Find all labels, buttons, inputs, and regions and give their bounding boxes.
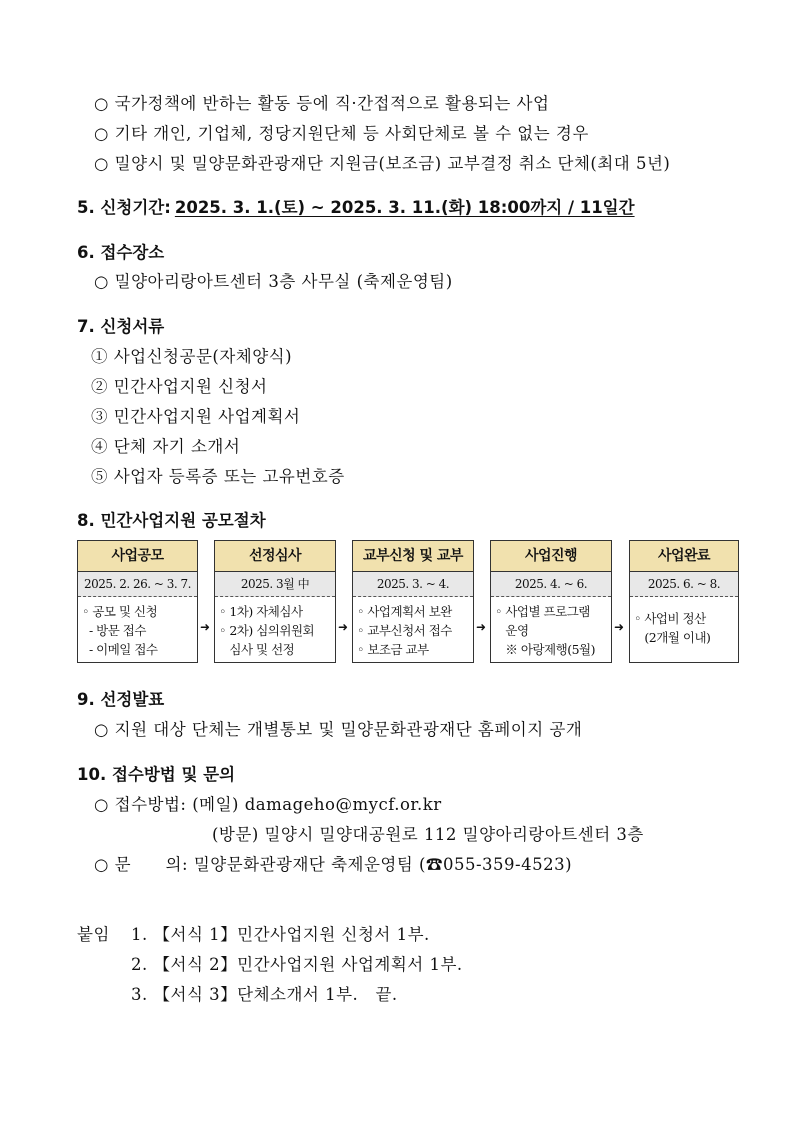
section-9-heading: 9. 선정발표 xyxy=(77,690,165,709)
step-details xyxy=(78,597,197,659)
submission-method xyxy=(94,795,442,815)
inquiry-contact: 밀양문화관광재단 축제운영팀 (☎055-359-4523) xyxy=(193,855,573,874)
step-title: 사업공모 xyxy=(78,541,197,572)
arrow-right-icon: ➜ xyxy=(338,620,349,634)
step-completion xyxy=(629,540,739,663)
announcement-info: ○ 지원 대상 단체는 개별통보 및 밀양문화관광재단 홈페이지 공개 xyxy=(94,720,583,739)
step-detail-line: 운영 xyxy=(495,623,529,638)
step-progress xyxy=(490,540,612,663)
step-detail-line: ◦ 교부신청서 접수 xyxy=(357,623,452,638)
step-title: 사업진행 xyxy=(491,541,611,572)
method-label: ○ 접수방법: xyxy=(94,795,187,814)
step-detail-line: ※ 아랑제행(5월) xyxy=(495,642,595,657)
bullet-cancelled-groups: ○ 밀양시 및 밀양문화관광재단 지원금(보조금) 교부결정 취소 단체(최대 5년) xyxy=(94,154,671,173)
step-detail-line: ◦ 사업계획서 보완 xyxy=(357,604,452,619)
step-details xyxy=(215,597,335,659)
step-detail-line: ◦ 보조금 교부 xyxy=(357,642,429,657)
section-7-heading: 7. 신청서류 xyxy=(77,317,165,336)
step-title: 교부신청 및 교부 xyxy=(353,541,473,572)
document-item: ⑤ 사업자 등록증 또는 고유번호증 xyxy=(91,467,345,486)
document-item: ② 민간사업지원 신청서 xyxy=(91,377,268,396)
step-details xyxy=(353,597,473,659)
method-email: (메일) damageho@mycf.or.kr xyxy=(192,795,442,814)
bullet-national-policy: ○ 국가정책에 반하는 활동 등에 직·간접적으로 활용되는 사업 xyxy=(94,94,550,113)
step-detail-line: (2개월 이내) xyxy=(634,630,711,645)
step-grant-application xyxy=(352,540,474,663)
step-detail-line: ◦ 2차) 심의위원회 xyxy=(219,623,315,638)
attachment-form: 【서식 1】 xyxy=(153,925,238,944)
attachment-item xyxy=(131,985,398,1005)
step-screening xyxy=(214,540,336,663)
inquiry xyxy=(94,855,572,875)
attachments-label: 붙임 xyxy=(77,925,110,944)
step-title: 선정심사 xyxy=(215,541,335,572)
method-visit: (방문) 밀양시 밀양대공원로 112 밀양아리랑아트센터 3층 xyxy=(212,825,644,844)
attachment-number: 1. xyxy=(131,925,148,944)
attachment-number: 2. xyxy=(131,955,148,974)
inquiry-label: ○ 문 의: xyxy=(94,855,189,874)
section-5-label: 5. 신청기간: xyxy=(77,198,171,217)
step-detail-line: - 이메일 접수 xyxy=(82,642,158,657)
section-5-heading xyxy=(77,198,635,218)
attachment-item xyxy=(131,925,430,945)
step-detail-line: ◦ 사업별 프로그램 xyxy=(495,604,590,619)
step-date: 2025. 4. ~ 6. xyxy=(491,572,611,597)
attachment-item xyxy=(131,955,463,975)
bullet-private-entities: ○ 기타 개인, 기업체, 정당지원단체 등 사회단체로 볼 수 없는 경우 xyxy=(94,124,589,143)
arrow-right-icon: ➜ xyxy=(200,620,211,634)
step-details xyxy=(491,597,611,659)
attachment-text: 단체소개서 1부. 끝. xyxy=(237,985,398,1004)
step-date: 2025. 6. ~ 8. xyxy=(630,572,738,597)
step-announcement xyxy=(77,540,198,663)
arrow-right-icon: ➜ xyxy=(614,620,625,634)
section-8-heading: 8. 민간사업지원 공모절차 xyxy=(77,511,266,530)
arrow-right-icon: ➜ xyxy=(476,620,487,634)
step-detail-line: 심사 및 선정 xyxy=(219,642,295,657)
attachment-text: 민간사업지원 사업계획서 1부. xyxy=(237,955,463,974)
attachment-number: 3. xyxy=(131,985,148,1004)
attachment-form: 【서식 3】 xyxy=(153,985,238,1004)
application-period: 2025. 3. 1.(토) ~ 2025. 3. 11.(화) 18:00까지 / 11일간 xyxy=(174,198,635,217)
document-item: ④ 단체 자기 소개서 xyxy=(91,437,241,456)
step-detail-line: ◦ 사업비 정산 xyxy=(634,611,706,626)
section-10-heading: 10. 접수방법 및 문의 xyxy=(77,765,236,784)
step-date: 2025. 3월 中 xyxy=(215,572,335,597)
step-detail-line: ◦ 1차) 자체심사 xyxy=(219,604,303,619)
document-item: ③ 민간사업지원 사업계획서 xyxy=(91,407,301,426)
step-date: 2025. 3. ~ 4. xyxy=(353,572,473,597)
step-title: 사업완료 xyxy=(630,541,738,572)
attachment-form: 【서식 2】 xyxy=(153,955,238,974)
step-detail-line: ◦ 공모 및 신청 xyxy=(82,604,158,619)
reception-place: ○ 밀양아리랑아트센터 3층 사무실 (축제운영팀) xyxy=(94,272,453,291)
document-item: ① 사업신청공문(자체양식) xyxy=(91,347,293,366)
section-6-heading: 6. 접수장소 xyxy=(77,243,165,262)
step-details xyxy=(630,597,738,647)
step-detail-line: - 방문 접수 xyxy=(82,623,146,638)
step-date: 2025. 2. 26. ~ 3. 7. xyxy=(78,572,197,597)
attachment-text: 민간사업지원 신청서 1부. xyxy=(237,925,430,944)
